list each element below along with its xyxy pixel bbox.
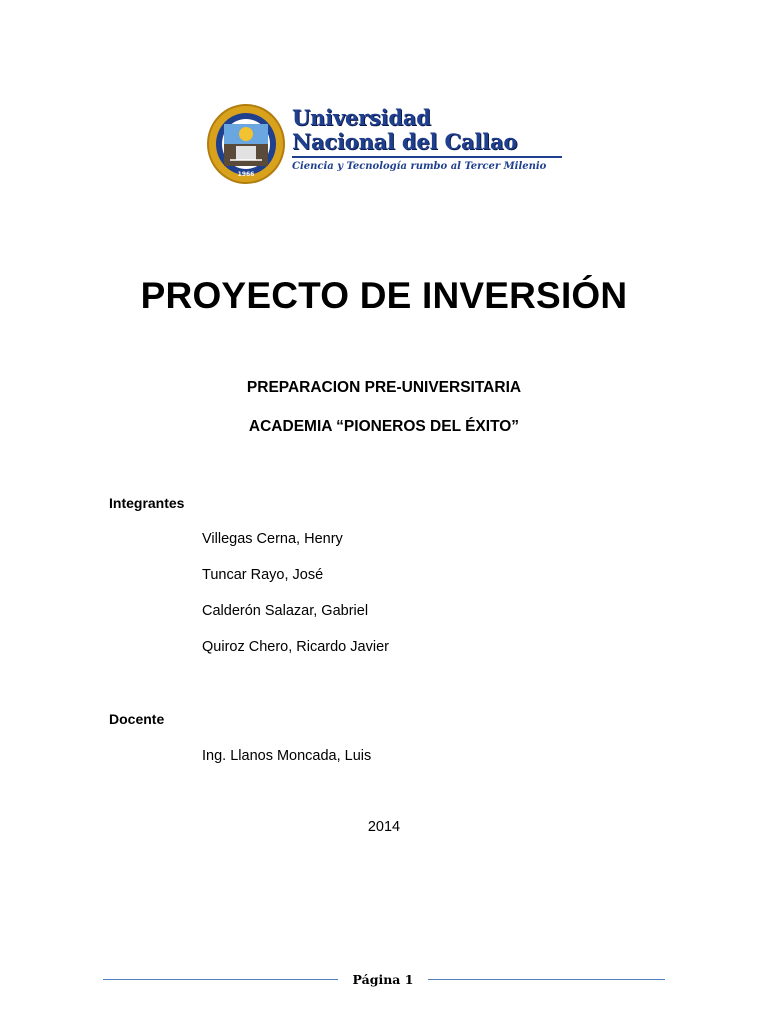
footer-rule-left	[103, 979, 338, 980]
page-footer	[103, 970, 665, 990]
footer-rule-right	[428, 979, 665, 980]
teacher-name: Ing. Llanos Moncada, Luis	[202, 748, 372, 764]
university-logo	[206, 104, 576, 184]
university-name-line1: Universidad	[292, 105, 431, 130]
member-name: Calderón Salazar, Gabriel	[202, 603, 369, 619]
university-name-block	[292, 106, 576, 173]
member-name: Tuncar Rayo, José	[202, 567, 324, 583]
logo-divider	[292, 156, 562, 158]
document-title: PROYECTO DE INVERSIÓN	[140, 275, 628, 316]
university-slogan: Ciencia y Tecnología rumbo al Tercer Milenio	[292, 161, 547, 172]
document-subtitle-academy: ACADEMIA “PIONEROS DEL ÉXITO”	[248, 418, 520, 435]
university-name-line2: Nacional del Callao	[292, 129, 518, 154]
university-seal-icon	[206, 104, 286, 184]
members-label: Integrantes	[109, 495, 185, 511]
page-number: Página 1	[352, 972, 414, 987]
seal-year-text: 1966	[237, 171, 255, 178]
member-name: Quiroz Chero, Ricardo Javier	[202, 639, 389, 655]
teacher-label: Docente	[109, 711, 165, 727]
document-year: 2014	[367, 819, 401, 835]
document-subtitle-program: PREPARACION PRE-UNIVERSITARIA	[246, 379, 522, 396]
member-name: Villegas Cerna, Henry	[202, 531, 343, 547]
